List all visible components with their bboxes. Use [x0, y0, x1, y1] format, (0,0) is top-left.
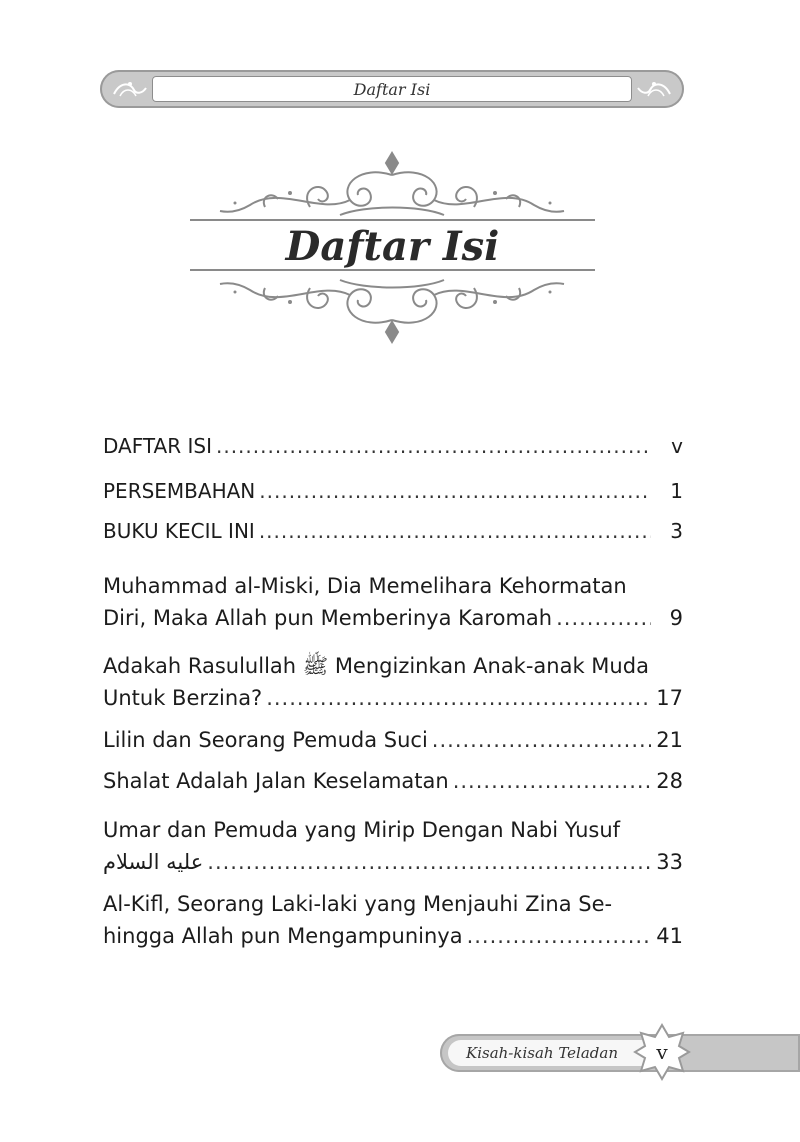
- toc-entry[interactable]: [103, 814, 683, 878]
- dot-leader: [207, 846, 651, 878]
- toc-entry-page: 28: [656, 769, 683, 793]
- toc-entry[interactable]: [103, 430, 683, 462]
- dot-leader: [432, 724, 651, 756]
- toc-entry-title-line2: Untuk Berzina?: [103, 686, 263, 710]
- toc-entry-title: BUKU KECIL INI: [103, 519, 255, 543]
- dot-leader: [259, 515, 651, 547]
- running-header: [100, 70, 684, 108]
- toc-entry-title-line1: Muhammad al-Miski, Dia Memelihara Kehormatan: [103, 574, 627, 598]
- page-number: v: [656, 1040, 668, 1064]
- dot-leader: [467, 920, 651, 952]
- toc-entry[interactable]: [103, 570, 683, 634]
- toc-entry-title-line2: hingga Allah pun Mengampuninya: [103, 924, 463, 948]
- toc-entry-title-line1: Al-Kifl, Seorang Laki-laki yang Menjauhi Zina Se-: [103, 892, 613, 916]
- toc-entry-title-line2: Diri, Maka Allah pun Memberinya Karomah: [103, 606, 553, 630]
- toc-entry[interactable]: [103, 515, 683, 547]
- dot-leader: [216, 430, 651, 462]
- footer-book-title: Kisah-kisah Teladan: [448, 1040, 656, 1066]
- toc-entry-page: 9: [669, 606, 683, 630]
- dot-leader: [453, 765, 651, 797]
- page-title: Daftar Isi: [285, 222, 500, 270]
- toc-entry-page: 3: [670, 519, 683, 543]
- flourish-icon: [634, 76, 674, 102]
- toc-entry-title-line2: عليه السلام: [103, 850, 204, 874]
- toc-entry-page: 17: [656, 686, 683, 710]
- toc-entry[interactable]: [103, 888, 683, 952]
- dot-leader: [259, 475, 651, 507]
- toc-entry-page: 1: [670, 479, 683, 503]
- toc-entry[interactable]: [103, 724, 683, 756]
- dot-leader: [266, 682, 651, 714]
- dot-leader: [556, 602, 651, 634]
- running-footer: [440, 1034, 800, 1072]
- toc-entry-title: Shalat Adalah Jalan Keselamatan: [103, 769, 449, 793]
- header-title: Daftar Isi: [353, 79, 431, 99]
- toc-entry-title: DAFTAR ISI: [103, 434, 212, 458]
- toc-entry-page: 21: [656, 728, 683, 752]
- header-label-box: [152, 76, 632, 102]
- toc-entry-page: 33: [656, 850, 683, 874]
- toc-entry-page: 41: [656, 924, 683, 948]
- toc-entry-page: v: [671, 434, 683, 458]
- toc-entry-title: Lilin dan Seorang Pemuda Suci: [103, 728, 428, 752]
- toc-entry[interactable]: [103, 765, 683, 797]
- flourish-icon: [110, 76, 150, 102]
- toc-entry[interactable]: [103, 475, 683, 507]
- toc-entry[interactable]: [103, 650, 683, 714]
- toc-entry-title-line1: Umar dan Pemuda yang Mirip Dengan Nabi Yusuf: [103, 818, 621, 842]
- toc-entry-title-line1: Adakah Rasulullah ﷺ Mengizinkan Anak-anak Muda: [103, 654, 649, 678]
- toc-entry-title: PERSEMBAHAN: [103, 479, 256, 503]
